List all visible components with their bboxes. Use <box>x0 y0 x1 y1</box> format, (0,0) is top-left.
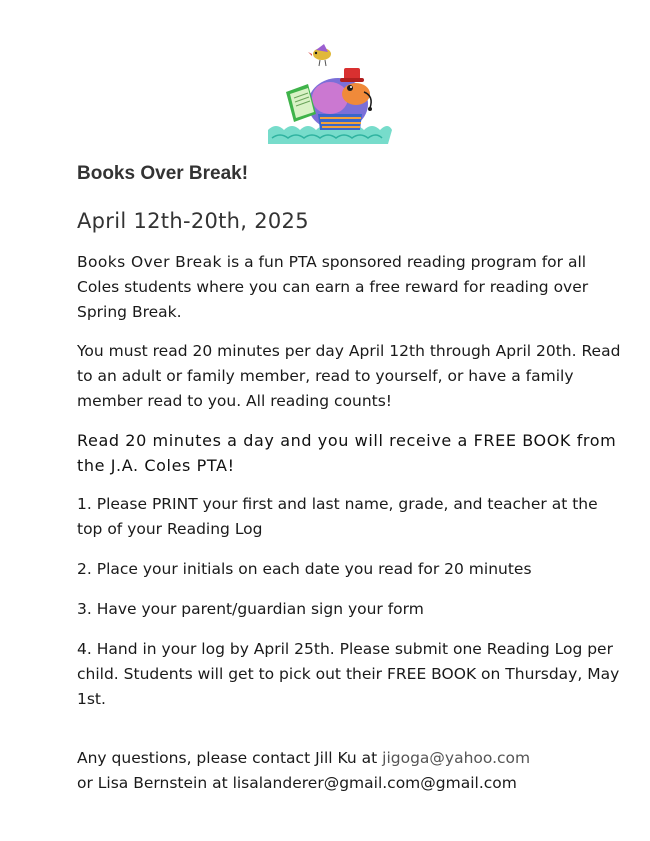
intro-paragraph <box>77 250 622 325</box>
intro-text: is a fun PTA sponsored reading program for all Coles students where you can earn a free reward for reading over Spring Break. <box>77 253 589 321</box>
contact-line1: Any questions, please contact Jill Ku at <box>77 749 383 767</box>
program-dates: April 12th-20th, 2025 <box>77 209 309 233</box>
requirement-paragraph: You must read 20 minutes per day April 12th through April 20th. Read to an adult or family member, read to yourself, or have a family member read to you. All reading counts! <box>77 342 621 410</box>
email-link-jill[interactable]: jigoga@yahoo.com <box>382 749 531 767</box>
instruction-step: 3. Have your parent/guardian sign your form <box>77 600 424 618</box>
instruction-step: 1. Please PRINT your first and last name, grade, and teacher at the top of your Reading Log <box>77 495 598 538</box>
instruction-step: 2. Place your initials on each date you read for 20 minutes <box>77 560 532 578</box>
contact-info <box>77 746 622 796</box>
program-name: Books Over Break <box>77 253 222 271</box>
contact-line2: or Lisa Bernstein at lisalanderer@gmail.com@gmail.com <box>77 774 517 792</box>
reward-callout: Read 20 minutes a day and you will receive a FREE BOOK from the J.A. Coles PTA! <box>77 431 617 475</box>
flyer-content <box>77 160 622 796</box>
instruction-step: 4. Hand in your log by April 25th. Please submit one Reading Log per child. Students will get to pick out their FREE BOOK on Thursday, May 1st. <box>77 640 620 708</box>
reading-creature-in-water-icon <box>264 38 392 144</box>
flyer-title: Books Over Break! <box>77 163 249 184</box>
